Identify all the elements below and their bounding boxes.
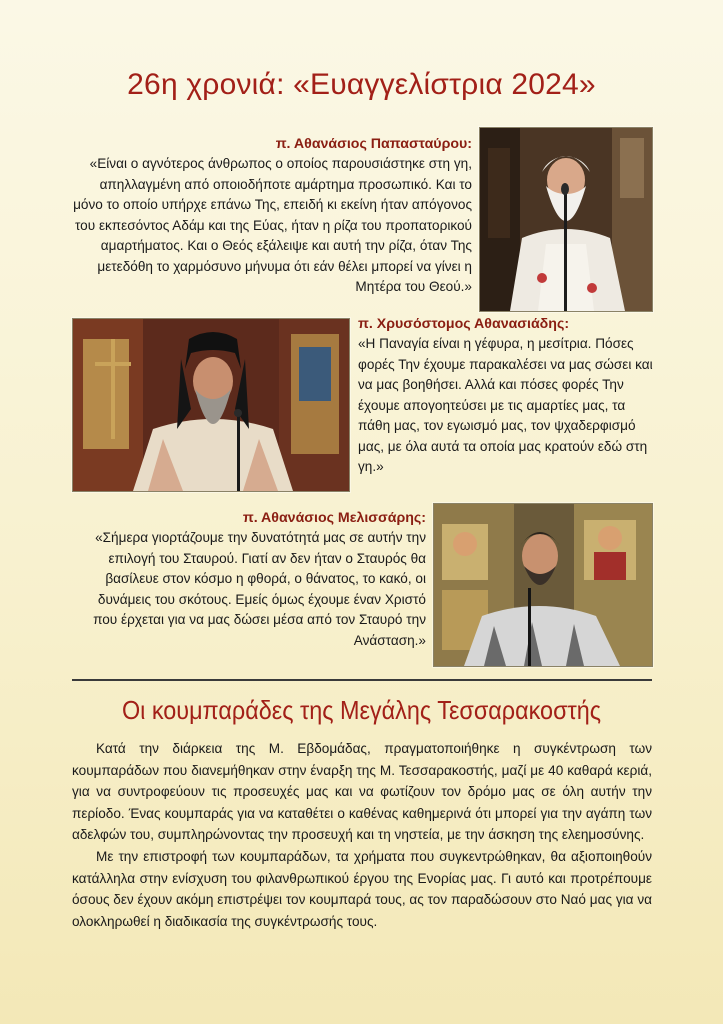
quote-block-2 [358, 316, 658, 478]
quote-block-1 [72, 136, 472, 298]
quote-block-3 [78, 510, 426, 651]
speaker-name: π. Αθανάσιος Μελισσάρης: [242, 510, 426, 526]
paragraph: Με την επιστροφή των κουμπαράδων, τα χρήματα που συγκεντρώθηκαν, θα αξιοποιηθούν κατάλληλα στην ενίσχυση του φιλανθρωπικού έργου της Ενορίας μας. Γι αυτό και προτρέπουμε όσους δεν έχουν ακόμη επιστρέψει τον κουμπαρά τους, ας τον παραδώσουν στο Ναό μας για να ολοκληρωθεί η διαδικασία της συγκέντρωσής τους. [72, 848, 652, 929]
quote-text: «Είναι ο αγνότερος άνθρωπος ο οποίος παρουσιάστηκε στη γη, απηλλαγμένη από οποιοδήποτε αμάρτημα προσωπικό. Και το μόνο το οποίο υπήρχε επάνω Της, επειδή κι εκείνη ήταν απόγονος του εκπεσόντος Αδάμ και της Εύας, ήταν η ρίζα του προπατορικού αμαρτήματος. Και ο Θεός εξάλειψε και αυτή την ρίζα, όταν Της μετεδόθη το χαρμόσυνο μήνυμα ότι εάν θέλει μπορεί να γίνει η Μητέρα του Θεού.» [73, 156, 472, 294]
priest-photo-3 [433, 503, 653, 667]
priest-photo-2 [72, 318, 350, 492]
page-title: 26η χρονιά: «Ευαγγελίστρια 2024» [127, 68, 596, 101]
section-divider [72, 679, 652, 681]
section-title: Οι κουμπαράδες της Μεγάλης Τεσσαρακοστής [121, 695, 602, 725]
priest-photo-1 [479, 127, 653, 312]
quote-text: «Σήμερα γιορτάζουμε την δυνατότητά μας σε αυτήν την επιλογή του Σταυρού. Γιατί αν δεν ήταν ο Σταυρός θα βασίλευε στον κόσμο η φθορά, ο θάνατος, το κακό, οι δυνάμεις του σκότους. Εμείς όμως έχουμε έναν Χριστό που έρχεται για να μας δώσει μέσα από τον Σταυρό την Ανάσταση.» [93, 530, 426, 648]
speaker-name: π. Αθανάσιος Παπασταύρου: [275, 136, 472, 152]
speaker-name: π. Χρυσόστομος Αθανασιάδης: [358, 316, 570, 332]
paragraph: Κατά την διάρκεια της Μ. Εβδομάδας, πραγματοποιήθηκε η συγκέντρωση των κουμπαράδων που διανεμήθηκαν στην έναρξη της Μ. Τεσσαρακοστής, μαζί με 40 καθαρά κεριά, για να συντροφεύουν τις προσευχές μας και να φωτίζουν τον δρόμο μας σε όλη αυτήν την περίοδο. Ένας κουμπαράς για να καταθέτει ο καθένας καθημερινά ότι μπορεί για την αγάπη των αδελφών του, συμπληρώνοντας την προσευχή και τη νηστεία, με την άσκηση της ελεημοσύνης. [72, 741, 652, 843]
article-body [72, 738, 652, 932]
quote-text: «Η Παναγία είναι η γέφυρα, η μεσίτρια. Πόσες φορές Την έχουμε παρακαλέσει να μας σώσει και να μας βοηθήσει. Αλλά και πόσες φορές Την έχουμε απογοητεύσει με τις αμαρτίες μας, τα πάθη μας, τον εγωισμό μας, τον ψχαδερφισμό μας, με όλα αυτά τα οποία μας κρατούν εδώ στη γη.» [358, 336, 653, 474]
